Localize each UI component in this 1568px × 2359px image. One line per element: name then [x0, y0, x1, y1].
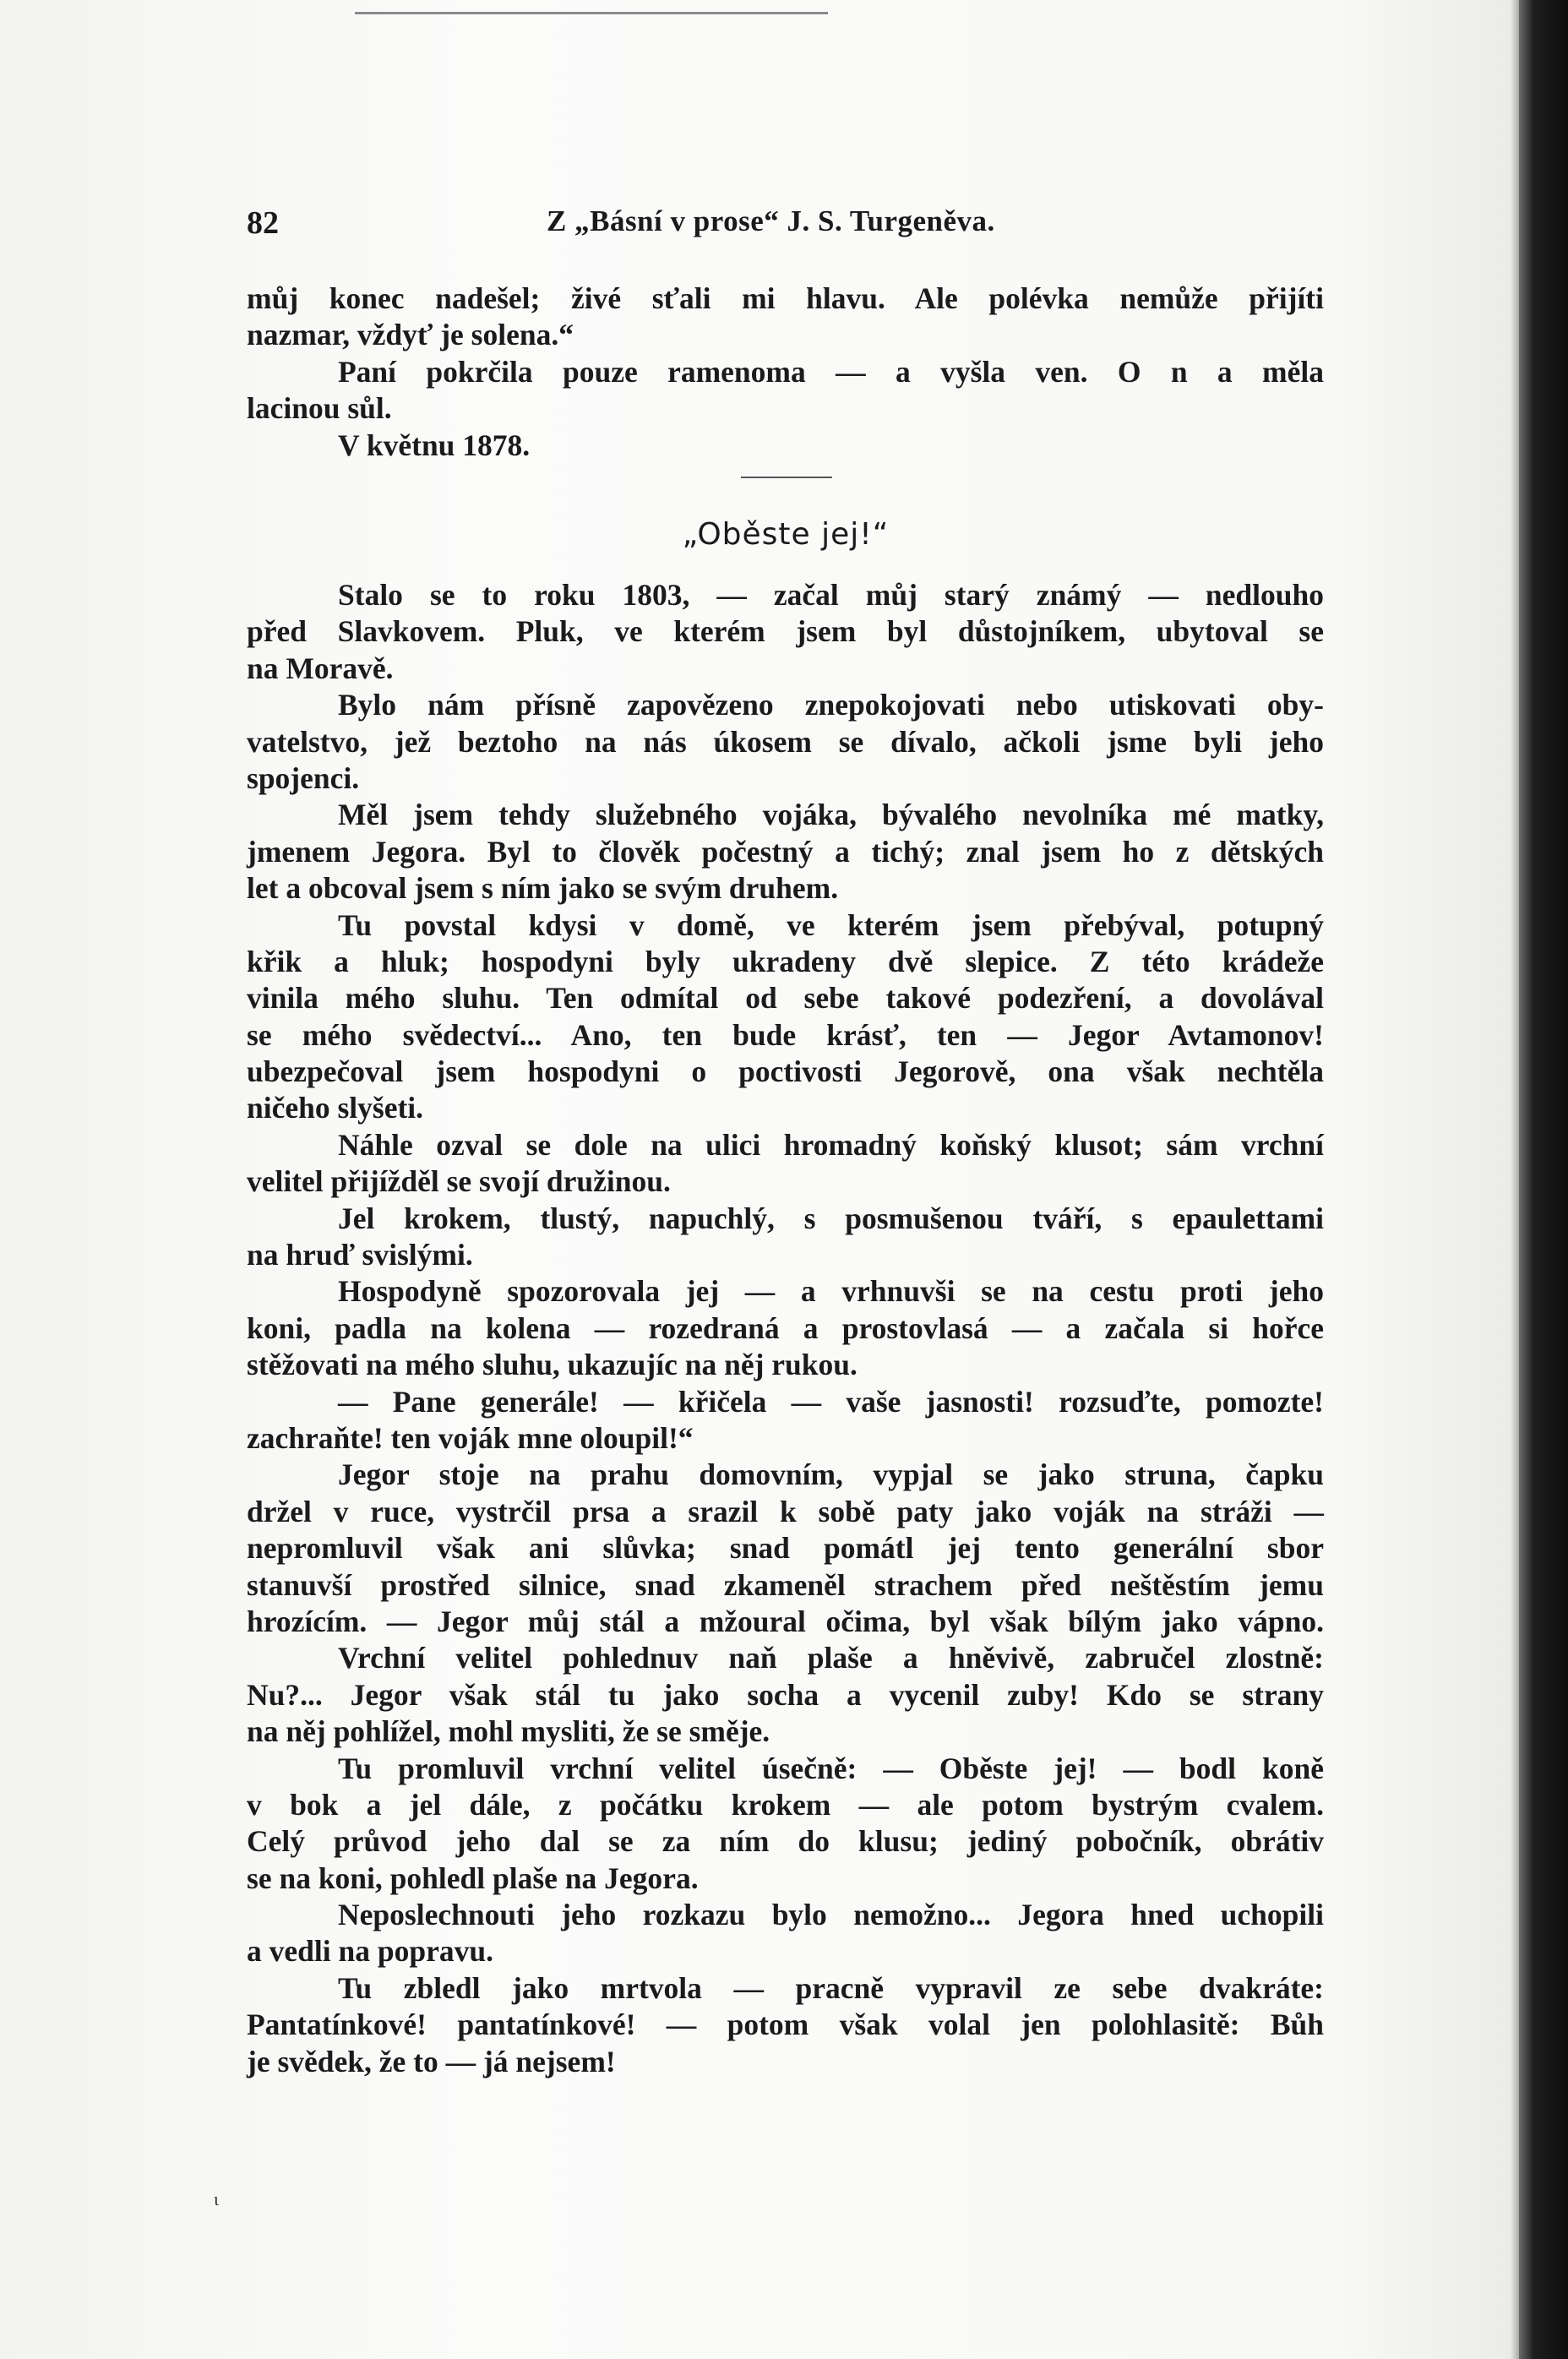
text-line: Celý průvod jeho dal se za ním do klusu; jediný pobočník, obrátiv	[247, 1824, 1324, 1859]
text-line: stěžovati na mého sluhu, ukazujíc na něj rukou.	[247, 1348, 858, 1382]
scan-shadow	[1511, 0, 1519, 2359]
scan-edge	[1519, 0, 1568, 2359]
text-line: křik a hluk; hospodyni byly ukradeny dvě slepice. Z této krádeže	[247, 944, 1324, 978]
date-line: V květnu 1878.	[338, 428, 531, 462]
text-line: Nu?... Jegor však stál tu jako socha a vycenil zuby! Kdo se strany	[247, 1677, 1324, 1712]
text-line: nazmar, vždyť je solena.“	[247, 318, 574, 352]
text-line: před Slavkovem. Pluk, ve kterém jsem byl důstojníkem, ubytoval se	[247, 614, 1324, 649]
text-line: na hruď svislými.	[247, 1238, 473, 1272]
text-line: Pantatínkové! pantatínkové! — potom však volal jen polohlasitě: Bůh	[247, 2008, 1324, 2042]
text-line: hrozícím. — Jegor můj stál a mžoural očima, byl však bílým jako vápno.	[247, 1604, 1324, 1638]
text-line: Tu promluvil vrchní velitel úsečně: — Oběste jej! — bodl koně	[338, 1751, 1324, 1785]
text-line: lacinou sůl.	[247, 391, 392, 426]
text-line: držel v ruce, vystrčil prsa a srazil k sobě paty jako voják na stráži —	[247, 1494, 1324, 1528]
text-line: — Pane generále! — křičela — vaše jasnosti! rozsuďte, pomozte!	[338, 1384, 1324, 1419]
page-header	[247, 204, 1324, 247]
text-line: spojenci.	[247, 760, 360, 795]
text-line: na Moravě.	[247, 651, 394, 685]
text-line: Tu zbledl jako mrtvola — pracně vypravil ze sebe dvakráte:	[338, 1970, 1324, 2005]
text-line: vatelstvo, jež beztoho na nás úkosem se dívalo, ačkoli jsme byli jeho	[247, 724, 1324, 759]
text-line: Tu povstal kdysi v domě, ve kterém jsem přebýval, potupný	[338, 907, 1324, 942]
stray-mark: ι	[214, 2188, 219, 2209]
text-line: v bok a jel dále, z počátku krokem — ale potom bystrým cvalem.	[247, 1787, 1324, 1822]
text-line: můj konec nadešel; živé sťali mi hlavu. Ale polévka nemůže přijíti	[247, 281, 1324, 315]
text-line: na něj pohlížel, mohl mysliti, že se směje.	[247, 1714, 770, 1749]
previous-section-ending	[247, 281, 1324, 464]
text-line: a vedli na popravu.	[247, 1934, 493, 1969]
text-line: Bylo nám přísně zapovězeno znepokojovati nebo utiskovati oby-	[338, 688, 1324, 722]
story-body	[247, 577, 1324, 2080]
text-line: nepromluvil však ani slůvka; snad pomátl jej tento generální sbor	[247, 1531, 1324, 1566]
text-line: je svědek, že to — já nejsem!	[247, 2044, 616, 2078]
text-line: ničeho slyšeti.	[247, 1091, 424, 1125]
text-line: Paní pokrčila pouze ramenoma — a vyšla ven. O n a měla	[338, 354, 1324, 389]
page-number: 82	[247, 205, 279, 241]
running-title: Z „Básní v prose“ J. S. Turgeněva.	[547, 204, 995, 237]
section-title: „Oběste jej!“	[682, 517, 890, 552]
scan-top-rule	[355, 12, 828, 14]
text-line: Neposlechnouti jeho rozkazu bylo nemožno... Jegora hned uchopili	[338, 1898, 1324, 1932]
text-line: Jel krokem, tlustý, napuchlý, s posmušenou tváří, s epaulettami	[338, 1201, 1324, 1235]
text-line: koni, padla na kolena — rozedraná a prostovlasá — a začala si hořce	[247, 1310, 1324, 1345]
text-line: Hospodyně spozorovala jej — a vrhnuvši se na cestu proti jeho	[338, 1274, 1324, 1309]
text-line: ubezpečoval jsem hospodyni o poctivosti Jegorově, ona však nechtěla	[247, 1054, 1324, 1089]
text-line: zachraňte! ten voják mne oloupil!“	[247, 1420, 694, 1455]
text-line: se na koni, pohledl plaše na Jegora.	[247, 1861, 699, 1895]
text-line: Vrchní velitel pohlednuv naň plaše a hněvivě, zabručel zlostně:	[338, 1641, 1324, 1675]
text-line: Stalo se to roku 1803, — začal můj starý známý — nedlouho	[338, 578, 1324, 612]
text-line: se mého svědectví... Ano, ten bude krásť, ten — Jegor Avtamonov!	[247, 1017, 1324, 1052]
section-divider	[741, 477, 832, 478]
text-line: vinila mého sluhu. Ten odmítal od sebe takové podezření, a dovolával	[247, 981, 1324, 1016]
text-line: jmenem Jegora. Byl to člověk počestný a tichý; znal jsem ho z dětských	[247, 834, 1324, 869]
text-line: Měl jsem tehdy služebného vojáka, bývalého nevolníka mé matky,	[338, 798, 1324, 832]
text-line: Jegor stoje na prahu domovním, vypjal se jako struna, čapku	[338, 1457, 1324, 1492]
text-line: velitel přijížděl se svojí družinou.	[247, 1164, 671, 1199]
text-line: let a obcoval jsem s ním jako se svým druhem.	[247, 871, 839, 906]
text-line: stanuvší prostřed silnice, snad zkameněl strachem před neštěstím jemu	[247, 1567, 1324, 1602]
text-line: Náhle ozval se dole na ulici hromadný koňský klusot; sám vrchní	[338, 1127, 1324, 1162]
